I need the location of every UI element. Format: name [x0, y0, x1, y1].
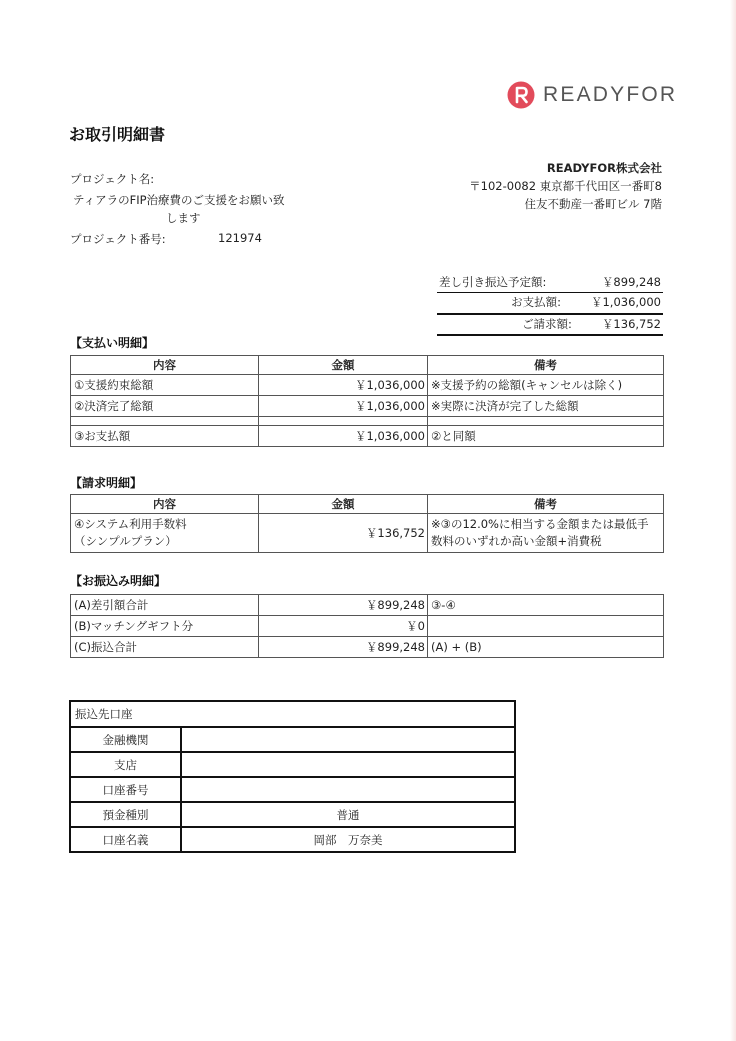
- project-name-label: プロジェクト名:: [70, 172, 155, 186]
- bank-row: [70, 777, 515, 802]
- bank-field-value: 普通: [181, 802, 515, 827]
- project-name-line1: ティアラのFIP治療費のご支援をお願い致: [73, 193, 285, 207]
- summary-divider: [437, 334, 663, 336]
- col-header: 内容: [71, 495, 259, 514]
- row-note: (A) + (B): [428, 637, 664, 658]
- col-header: 金額: [259, 495, 428, 514]
- bank-field-label: 預金種別: [70, 802, 181, 827]
- bank-field-label: 口座名義: [70, 827, 181, 852]
- summary-row-paid: [437, 293, 663, 312]
- row-amount: ￥899,248: [259, 595, 428, 616]
- payment-table: [70, 355, 664, 447]
- bank-field-value: [181, 777, 515, 802]
- table-row: [71, 637, 664, 658]
- table-header-row: [71, 495, 664, 514]
- bank-row: [70, 827, 515, 852]
- row-label: (B)マッチングギフト分: [71, 616, 259, 637]
- table-row: [71, 514, 664, 553]
- table-row: [71, 375, 664, 396]
- summary-label: 差し引き振込予定額:: [439, 275, 547, 289]
- summary-row-billed: [437, 315, 663, 334]
- table-header-row: [71, 356, 664, 375]
- summary-amount: ￥1,036,000: [590, 295, 661, 309]
- bank-row: [70, 727, 515, 752]
- row-label: ③お支払額: [71, 426, 259, 447]
- row-label: ②決済完了総額: [71, 396, 259, 417]
- col-header: 金額: [259, 356, 428, 375]
- row-amount: ￥1,036,000: [259, 396, 428, 417]
- summary-label: ご請求額:: [522, 317, 572, 331]
- row-label-line2: （シンプルプラン）: [74, 534, 177, 548]
- row-label: (C)振込合計: [71, 637, 259, 658]
- summary-amount: ￥899,248: [601, 275, 661, 289]
- bank-field-value: [181, 727, 515, 752]
- bank-field-label: 金融機関: [70, 727, 181, 752]
- col-header: 備考: [428, 495, 664, 514]
- summary-amount: ￥136,752: [601, 317, 661, 331]
- row-label: ①支援約束総額: [71, 375, 259, 396]
- company-address2: 住友不動産一番町ビル 7階: [524, 197, 662, 211]
- row-note: ③-④: [428, 595, 664, 616]
- bank-field-value: [181, 752, 515, 777]
- row-note: [428, 616, 664, 637]
- transfer-table: [70, 594, 664, 658]
- readyfor-logo: [507, 81, 677, 109]
- page-edge: [730, 0, 736, 1041]
- page-title: お取引明細書: [69, 125, 166, 144]
- table-row: [71, 396, 664, 417]
- row-amount: ￥1,036,000: [259, 375, 428, 396]
- bank-field-value: 岡部 万奈美: [181, 827, 515, 852]
- payment-heading: 【支払い明細】: [70, 336, 155, 350]
- project-number-label: プロジェクト番号:: [70, 232, 166, 246]
- bank-row: [70, 752, 515, 777]
- table-row: [71, 616, 664, 637]
- row-label: [71, 514, 259, 553]
- row-note: ②と同額: [428, 426, 664, 447]
- row-note-line2: 数料のいずれか高い金額+消費税: [431, 534, 602, 548]
- row-note: ※実際に決済が完了した総額: [428, 396, 664, 417]
- row-amount: ￥136,752: [259, 514, 428, 553]
- project-name-line2: します: [166, 211, 201, 225]
- company-address1: 〒102-0082 東京都千代田区一番町8: [469, 179, 662, 193]
- table-spacer-row: [71, 417, 664, 426]
- row-note: [428, 514, 664, 553]
- bank-header-row: [70, 701, 515, 727]
- billing-heading: 【請求明細】: [70, 476, 143, 490]
- project-number-value: 121974: [218, 231, 262, 245]
- table-row: [71, 595, 664, 616]
- logo-text: READYFOR: [543, 83, 678, 106]
- row-note: ※支援予約の総額(キャンセルは除く): [428, 375, 664, 396]
- bank-row: [70, 802, 515, 827]
- row-label: (A)差引額合計: [71, 595, 259, 616]
- company-name: READYFOR株式会社: [546, 161, 662, 175]
- bank-heading: 振込先口座: [70, 701, 515, 727]
- readyfor-logo-icon: [507, 81, 535, 109]
- row-amount: ￥1,036,000: [259, 426, 428, 447]
- bank-field-label: 口座番号: [70, 777, 181, 802]
- row-label-line1: ④システム利用手数料: [74, 517, 187, 531]
- summary-box: [437, 273, 663, 336]
- col-header: 備考: [428, 356, 664, 375]
- row-amount: ￥0: [259, 616, 428, 637]
- table-row: [71, 426, 664, 447]
- col-header: 内容: [71, 356, 259, 375]
- summary-label: お支払額:: [511, 295, 561, 309]
- bank-field-label: 支店: [70, 752, 181, 777]
- row-amount: ￥899,248: [259, 637, 428, 658]
- billing-table: [70, 494, 664, 553]
- transfer-heading: 【お振込み明細】: [70, 574, 167, 588]
- bank-account-table: [69, 700, 516, 853]
- summary-row-net: [437, 273, 663, 292]
- row-note-line1: ※③の12.0%に相当する金額または最低手: [431, 517, 649, 531]
